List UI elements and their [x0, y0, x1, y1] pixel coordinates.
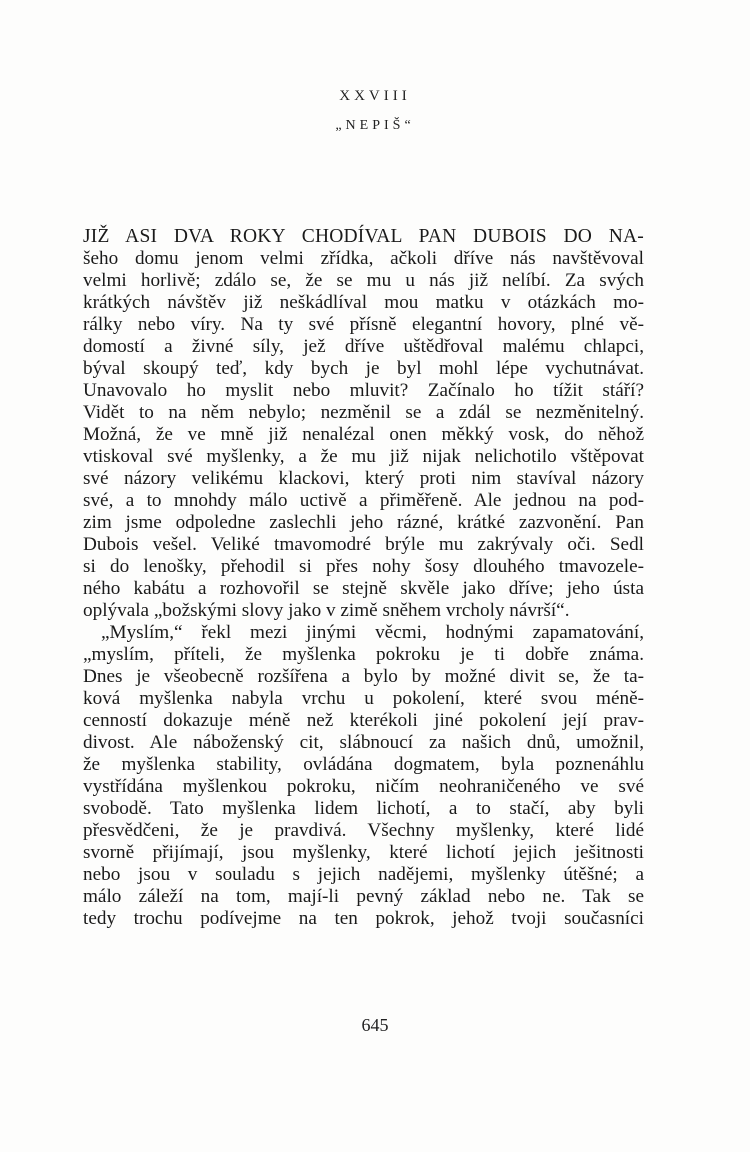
- text-line: že myšlenka stability, ovládána dogmatem, byla poznenáhlu: [83, 754, 644, 775]
- text-line: divost. Ale náboženský cit, slábnoucí za našich dnů, umožnil,: [83, 732, 644, 753]
- text-line: velmi horlivě; zdálo se, že se mu u nás již nelíbí. Za svých: [83, 270, 644, 291]
- text-line: své názory velikému klackovi, který proti nim stavíval názory: [83, 468, 644, 489]
- text-line: nebo jsou v souladu s jejich nadějemi, myšlenky útěšné; a: [83, 864, 644, 885]
- text-line: ková myšlenka nabyla vrchu u pokolení, které svou méně-: [83, 688, 644, 709]
- text-line: cenností dokazuje méně než kterékoli jiné pokolení její prav-: [83, 710, 644, 731]
- text-line: svobodě. Tato myšlenka lidem lichotí, a to stačí, aby byli: [83, 798, 644, 819]
- text-line: přesvědčeni, že je pravdivá. Všechny myšlenky, které lidé: [83, 820, 644, 841]
- chapter-number: XXVIII: [339, 88, 411, 104]
- text-line: JIŽ ASI DVA ROKY CHODÍVAL PAN DUBOIS DO NA-: [83, 226, 644, 247]
- text-line: Dnes je všeobecně rozšířena a bylo by možné divit se, že ta-: [83, 666, 644, 687]
- body-text: [83, 226, 644, 930]
- text-line: krátkých návštěv již neškádlíval mou matku v otázkách mo-: [83, 292, 644, 313]
- text-line: rálky nebo víry. Na ty své přísně elegantní hovory, plné vě-: [83, 314, 644, 335]
- text-line: šeho domu jenom velmi zřídka, ačkoli dříve nás navštěvoval: [83, 248, 644, 269]
- text-line: „myslím, příteli, že myšlenka pokroku je ti dobře známa.: [83, 644, 644, 665]
- text-line: svorně přijímají, jsou myšlenky, které lichotí jejich ješitnosti: [83, 842, 644, 863]
- text-line: Unavovalo ho myslit nebo mluvit? Začínalo ho tížit stáří?: [83, 380, 644, 401]
- text-line: tedy trochu podívejme na ten pokrok, jehož tvoji současníci: [83, 908, 644, 929]
- text-line: ného kabátu a rozhovořil se stejně skvěle jako dříve; jeho ústa: [83, 578, 644, 599]
- text-line: vystřídána myšlenkou pokroku, ničím neohraničeného ve své: [83, 776, 644, 797]
- text-line: oplývala „božskými slovy jako v zimě sněhem vrcholy návrší“.: [83, 600, 570, 621]
- text-line: býval skoupý teď, kdy bych je byl mohl lépe vychutnávat.: [83, 358, 644, 379]
- chapter-title: „NEPIŠ“: [335, 118, 415, 133]
- text-line: domostí a živné síly, jež dříve uštědřoval malému chlapci,: [83, 336, 644, 357]
- text-line: Možná, že ve mně již nenalézal onen měkký vosk, do něhož: [83, 424, 644, 445]
- text-line: vtiskoval své myšlenky, a že mu již nijak nelichotilo vštěpovat: [83, 446, 644, 467]
- text-line: zim jsme odpoledne zaslechli jeho rázné, krátké zazvonění. Pan: [83, 512, 644, 533]
- page-number: 645: [361, 1015, 389, 1035]
- text-line: své, a to mnohdy málo uctivě a přiměřeně. Ale jednou na pod-: [83, 490, 644, 511]
- text-line: si do lenošky, přehodil si přes nohy šosy dlouhého tmavozele-: [83, 556, 644, 577]
- text-line: „Myslím,“ řekl mezi jinými věcmi, hodnými zapamatování,: [101, 622, 644, 643]
- text-line: Dubois vešel. Veliké tmavomodré brýle mu zakrývaly oči. Sedl: [83, 534, 644, 555]
- text-line: Vidět to na něm nebylo; nezměnil se a zdál se nezměnitelný.: [83, 402, 644, 423]
- text-line: málo záleží na tom, mají-li pevný základ nebo ne. Tak se: [83, 886, 644, 907]
